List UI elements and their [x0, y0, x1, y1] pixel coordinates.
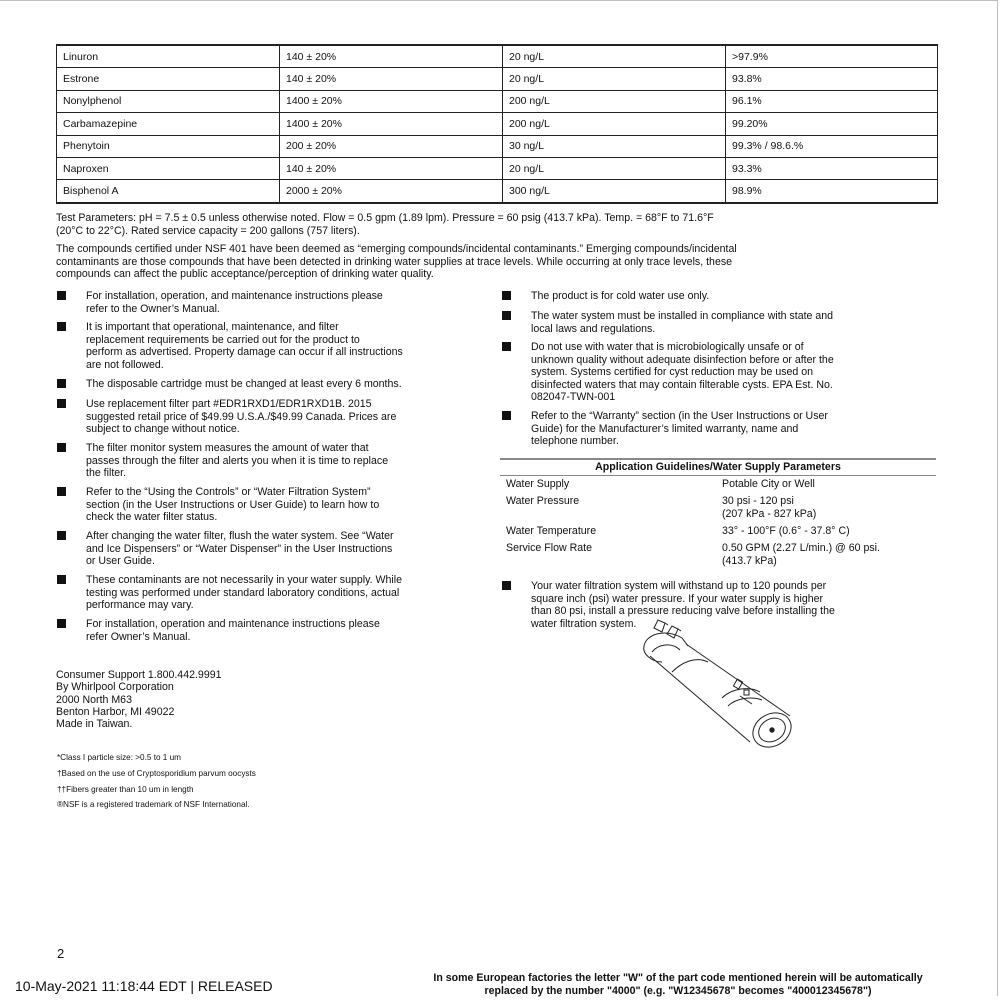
bullet-line: water filtration system. — [531, 617, 637, 630]
contact-line: By Whirlpool Corporation — [56, 681, 174, 694]
guideline-label: Water Pressure — [506, 495, 580, 507]
bullet-item — [57, 398, 497, 436]
test-parameters: Test Parameters: pH = 7.5 ± 0.5 unless otherwise noted. Flow = 0.5 gpm (1.89 lpm). Pressure = 60 psig (413.7 kPa). Temp. = 68°F to 71.6°F (20°C to 22°C). Rated service capacity = 200 gallons (757 liters). — [56, 212, 714, 237]
bullet-line: For installation, operation and maintenance instructions please — [86, 618, 380, 630]
bullet-line: 082047-TWN-001 — [531, 391, 616, 404]
bullet-line: system. Systems certified for cyst reduction may be used on — [531, 366, 814, 379]
table-cell: Nonylphenol — [57, 90, 280, 112]
table-cell: 30 ng/L — [503, 135, 726, 157]
contact-line: Consumer Support 1.800.442.9991 — [56, 669, 222, 681]
bullet-line: unknown quality without adequate disinfection before or after the — [531, 353, 834, 366]
bullet-square-icon — [57, 619, 66, 628]
bullet-item — [57, 378, 497, 391]
table-cell: 93.3% — [726, 157, 938, 179]
bullet-line: check the water filter status. — [86, 511, 218, 524]
bullet-item — [57, 290, 497, 315]
table-cell: 140 ± 20% — [280, 45, 503, 68]
table-row — [57, 157, 938, 179]
guideline-label: Water Supply — [506, 478, 570, 490]
bullet-item — [57, 574, 497, 612]
bullet-item — [57, 321, 497, 371]
page-number: 2 — [57, 946, 65, 961]
bullet-square-icon — [57, 291, 66, 300]
table-row — [57, 68, 938, 90]
filter-cartridge-illustration — [632, 616, 804, 758]
table-cell: Estrone — [57, 68, 280, 90]
contaminant-table — [56, 44, 938, 204]
bullet-line: Do not use with water that is microbiologically unsafe or of — [531, 341, 804, 353]
bullet-item — [502, 341, 938, 404]
bullet-line: The product is for cold water use only. — [531, 290, 710, 302]
bullet-line: Use replacement filter part #EDR1RXD1/EDR1RXD1B. 2015 — [86, 398, 372, 410]
bullet-square-icon — [57, 575, 66, 584]
table-cell: 200 ng/L — [503, 113, 726, 135]
bullet-line: or User Guide. — [86, 555, 155, 568]
table-cell: 1400 ± 20% — [280, 90, 503, 112]
bullet-square-icon — [57, 487, 66, 496]
table-row — [57, 180, 938, 203]
bullet-square-icon — [57, 322, 66, 331]
table-row — [57, 90, 938, 112]
bullet-line: Your water filtration system will withstand up to 120 pounds per — [531, 580, 827, 592]
application-guidelines — [500, 458, 936, 567]
bullet-line: perform as advertised. Property damage can occur if all instructions — [86, 346, 403, 359]
bullet-square-icon — [502, 291, 511, 300]
table-cell: 99.20% — [726, 113, 938, 135]
bullet-line: performance may vary. — [86, 599, 194, 612]
bullet-item — [502, 310, 938, 335]
table-cell: Phenytoin — [57, 135, 280, 157]
table-cell: 300 ng/L — [503, 180, 726, 203]
bullet-item — [57, 442, 497, 480]
table-cell: 140 ± 20% — [280, 68, 503, 90]
bullet-line: The disposable cartridge must be changed at least every 6 months. — [86, 378, 402, 390]
table-cell: 20 ng/L — [503, 45, 726, 68]
european-part-code-note: In some European factories the letter "W" of the part code mentioned herein will be automatically replaced by the number "4000" (e.g. "W12345678" becomes "400012345678") — [433, 972, 923, 997]
bullet-line: testing was performed under standard laboratory conditions, actual — [86, 586, 400, 599]
table-cell: 200 ± 20% — [280, 135, 503, 157]
table-cell: Carbamazepine — [57, 113, 280, 135]
footnote: †Based on the use of Cryptosporidium parvum oocysts — [57, 769, 256, 778]
bullet-line: and Ice Dispensers” or “Water Dispenser” in the User Instructions — [86, 542, 393, 555]
table-cell: 20 ng/L — [503, 68, 726, 90]
bullet-line: The water system must be installed in compliance with state and — [531, 310, 834, 322]
table-cell: 98.9% — [726, 180, 938, 203]
table-cell: 93.8% — [726, 68, 938, 90]
bullet-line: subject to change without notice. — [86, 423, 240, 436]
table-cell: Linuron — [57, 45, 280, 68]
table-cell: 96.1% — [726, 90, 938, 112]
bullet-item — [57, 530, 497, 568]
bullet-line: Refer to the “Warranty” section (in the User Instructions or User — [531, 410, 828, 422]
table-cell: Bisphenol A — [57, 180, 280, 203]
table-row — [57, 135, 938, 157]
footnote: ®NSF is a registered trademark of NSF International. — [57, 800, 250, 809]
guideline-value: 0.50 GPM (2.27 L/min.) @ 60 psi. (413.7 kPa) — [722, 542, 880, 567]
table-row — [57, 113, 938, 135]
table-cell: 200 ng/L — [503, 90, 726, 112]
guideline-value: 33° - 100°F (0.6° - 37.8° C) — [722, 525, 850, 537]
bullet-line: After changing the water filter, flush the water system. See “Water — [86, 530, 394, 542]
bullet-line: For installation, operation, and maintenance instructions please — [86, 290, 383, 302]
contact-line: 2000 North M63 — [56, 693, 132, 706]
bullet-item — [502, 410, 938, 448]
bullet-line: Refer to the “Using the Controls” or “Water Filtration System” — [86, 486, 371, 498]
guideline-label: Service Flow Rate — [506, 542, 592, 554]
table-cell: 99.3% / 98.6.% — [726, 135, 938, 157]
table-cell: 20 ng/L — [503, 157, 726, 179]
application-guidelines-title: Application Guidelines/Water Supply Parameters — [500, 458, 936, 476]
bullet-square-icon — [502, 411, 511, 420]
bullet-line: refer Owner’s Manual. — [86, 630, 191, 643]
release-stamp: 10-May-2021 11:18:44 EDT | RELEASED — [15, 978, 273, 994]
contact-line: Made in Taiwan. — [56, 718, 133, 731]
bullet-line: section (in the User Instructions or User Guide) to learn how to — [86, 498, 380, 511]
bullet-line: It is important that operational, maintenance, and filter — [86, 321, 339, 333]
guideline-label: Water Temperature — [506, 525, 597, 537]
footnote: ††Fibers greater than 10 um in length — [57, 785, 194, 794]
table-cell: 140 ± 20% — [280, 157, 503, 179]
bullet-line: These contaminants are not necessarily in your water supply. While — [86, 574, 402, 586]
bullet-square-icon — [502, 581, 511, 590]
bullet-square-icon — [57, 379, 66, 388]
bullet-line: than 80 psi, install a pressure reducing valve before installing the — [531, 605, 835, 618]
bullet-item — [57, 486, 497, 524]
table-cell: 1400 ± 20% — [280, 113, 503, 135]
bullet-line: replacement requirements be carried out for the product to — [86, 333, 360, 346]
bullet-square-icon — [57, 399, 66, 408]
guideline-value: Potable City or Well — [722, 478, 815, 490]
bullet-line: suggested retail price of $49.99 U.S.A./$49.99 Canada. Prices are — [86, 410, 397, 423]
bullet-line: telephone number. — [531, 435, 619, 448]
bullet-item — [502, 290, 938, 303]
guideline-value: 30 psi - 120 psi (207 kPa - 827 kPa) — [722, 495, 817, 520]
bullet-line: local laws and regulations. — [531, 322, 656, 335]
bullet-line: square inch (psi) water pressure. If your water supply is higher — [531, 592, 824, 605]
bullet-line: Guide) for the Manufacturer’s limited warranty, name and — [531, 422, 799, 435]
bullet-square-icon — [502, 311, 511, 320]
table-cell: Naproxen — [57, 157, 280, 179]
table-row — [57, 45, 938, 68]
table-cell: >97.9% — [726, 45, 938, 68]
bullet-item — [57, 618, 497, 643]
bullet-line: the filter. — [86, 467, 127, 480]
nsf401-paragraph: The compounds certified under NSF 401 have been deemed as “emerging compounds/incidental contaminants.” Emerging compounds/incidental contaminants are those compounds that have been detected in drinking water supplies at trace levels. While occurring at only trace levels, these compounds can affect the public acceptance/perception of drinking water quality. — [56, 243, 737, 281]
bullet-line: refer to the Owner’s Manual. — [86, 302, 220, 315]
consumer-support-block — [56, 669, 222, 730]
bullet-line: disinfected waters that may contain filterable cysts. EPA Est. No. — [531, 378, 833, 391]
footnote: *Class I particle size: >0.5 to 1 um — [57, 753, 182, 762]
bullet-line: are not followed. — [86, 358, 164, 371]
bullet-square-icon — [502, 342, 511, 351]
table-cell: 2000 ± 20% — [280, 180, 503, 203]
bullet-line: passes through the filter and alerts you when it is time to replace — [86, 454, 389, 467]
bullet-square-icon — [57, 531, 66, 540]
contact-line: Benton Harbor, MI 49022 — [56, 705, 175, 718]
bullet-line: The filter monitor system measures the amount of water that — [86, 442, 369, 454]
bullet-square-icon — [57, 443, 66, 452]
